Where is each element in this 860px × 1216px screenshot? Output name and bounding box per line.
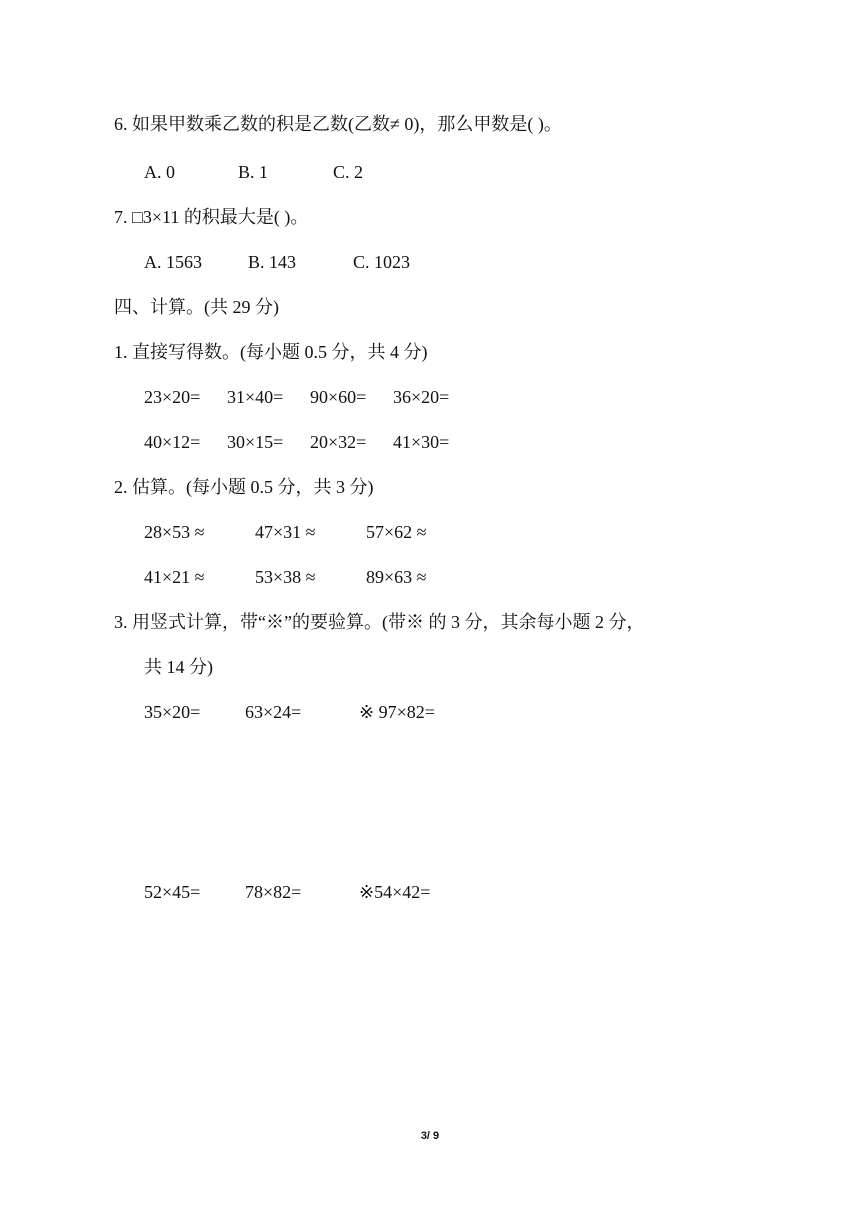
expression: 20×32= [310,432,367,452]
part-1-title: 1. 直接写得数。(每小题 0.5 分，共 4 分) [114,342,428,362]
option-c: C. 1023 [353,252,411,272]
estimate-expression: 89×63 ≈ [366,567,427,587]
expression: 90×60= [310,387,367,407]
estimate-expression: 53×38 ≈ [255,567,316,587]
vertical-calc-expression: 78×82= [245,882,302,902]
expression: 36×20= [393,387,450,407]
vertical-calc-expression: 35×20= [144,702,201,722]
part-3-title-continued: 共 14 分) [144,657,213,677]
estimate-expression: 47×31 ≈ [255,522,316,542]
option-b: B. 1 [238,162,269,182]
part-2-title: 2. 估算。(每小题 0.5 分，共 3 分) [114,477,374,497]
section-heading: 四、计算。(共 29 分) [114,297,279,317]
expression: 40×12= [144,432,201,452]
estimate-expression: 28×53 ≈ [144,522,205,542]
estimate-expression: 41×21 ≈ [144,567,205,587]
part-3-title: 3. 用竖式计算，带“※”的要验算。(带※ 的 3 分，其余每小题 2 分， [114,612,645,632]
option-a: A. 1563 [144,252,202,272]
vertical-calc-expression: ※ 97×82= [359,702,435,722]
option-c: C. 2 [333,162,364,182]
vertical-calc-expression: ※54×42= [359,882,431,902]
expression: 23×20= [144,387,201,407]
expression: 30×15= [227,432,284,452]
option-a: A. 0 [144,162,175,182]
question-6-stem: 6. 如果甲数乘乙数的积是乙数(乙数≠ 0)，那么甲数是( )。 [114,114,562,134]
page-number: 3/ 9 [420,1130,440,1142]
vertical-calc-expression: 52×45= [144,882,201,902]
question-7-stem: 7. □3×11 的积最大是( )。 [114,207,309,227]
expression: 31×40= [227,387,284,407]
estimate-expression: 57×62 ≈ [366,522,427,542]
vertical-calc-expression: 63×24= [245,702,302,722]
option-b: B. 143 [248,252,297,272]
expression: 41×30= [393,432,450,452]
